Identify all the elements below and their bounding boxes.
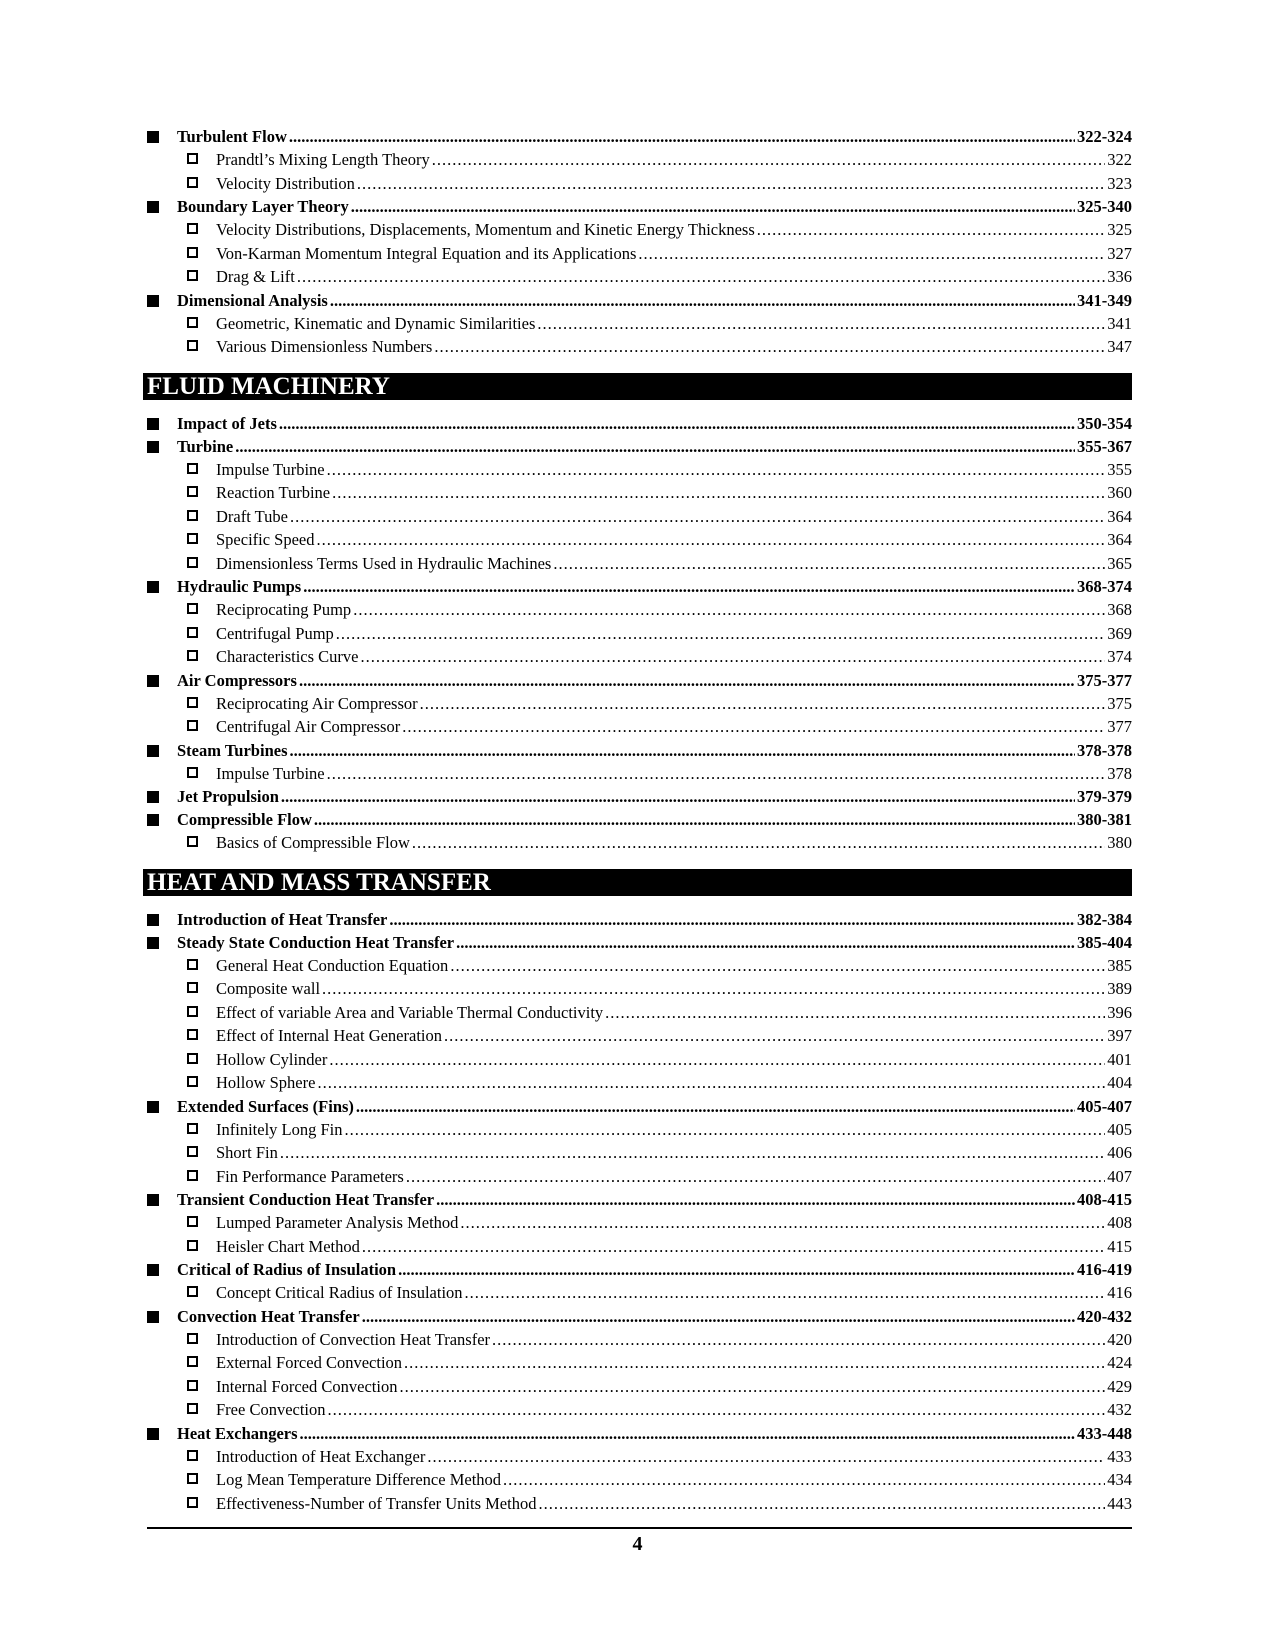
dot-leader bbox=[314, 808, 1075, 832]
entry-page: 325 bbox=[1107, 220, 1132, 239]
toc-topic-entry[interactable] bbox=[147, 762, 1132, 786]
toc-topic-entry[interactable] bbox=[147, 1235, 1132, 1259]
entry-title: Fin Performance Parameters bbox=[216, 1166, 404, 1186]
toc-chapter-entry[interactable] bbox=[147, 575, 1132, 598]
toc-chapter-entry[interactable] bbox=[147, 908, 1132, 931]
filled-square-bullet-icon bbox=[147, 675, 159, 687]
entry-page: 365 bbox=[1107, 553, 1132, 573]
entry-title: Effectiveness-Number of Transfer Units Method bbox=[216, 1493, 537, 1513]
toc-chapter-entry[interactable] bbox=[147, 669, 1132, 692]
dot-leader bbox=[329, 1048, 1105, 1072]
entry-page: 368-374 bbox=[1077, 577, 1132, 596]
toc-chapter-entry[interactable] bbox=[147, 931, 1132, 954]
dot-leader bbox=[406, 1165, 1105, 1189]
dot-leader bbox=[235, 435, 1075, 459]
entry-page: 408-415 bbox=[1077, 1190, 1132, 1209]
hollow-square-bullet-icon bbox=[187, 1497, 198, 1508]
dot-leader bbox=[404, 1351, 1105, 1375]
dot-leader bbox=[434, 335, 1105, 359]
toc-topic-entry[interactable] bbox=[147, 715, 1132, 739]
entry-page: 382-384 bbox=[1077, 909, 1132, 929]
hollow-square-bullet-icon bbox=[187, 463, 198, 474]
filled-square-bullet-icon bbox=[147, 745, 159, 757]
hollow-square-bullet-icon bbox=[187, 1053, 198, 1064]
entry-page: 327 bbox=[1107, 243, 1132, 263]
dot-leader bbox=[553, 552, 1105, 576]
filled-square-bullet-icon bbox=[147, 814, 159, 826]
entry-page: 433-448 bbox=[1077, 1423, 1132, 1443]
entry-page: 350-354 bbox=[1077, 413, 1132, 433]
entry-page: 347 bbox=[1107, 337, 1132, 356]
entry-title: Extended Surfaces (Fins) bbox=[177, 1096, 354, 1116]
toc-chapter-entry[interactable] bbox=[147, 412, 1132, 435]
hollow-square-bullet-icon bbox=[187, 1170, 198, 1181]
entry-title: Characteristics Curve bbox=[216, 647, 359, 666]
entry-page: 434 bbox=[1107, 1470, 1132, 1489]
entry-page: 420-432 bbox=[1077, 1306, 1132, 1326]
section-header: FLUID MACHINERY bbox=[143, 373, 1132, 400]
entry-page: 404 bbox=[1107, 1073, 1132, 1092]
entry-title: Impulse Turbine bbox=[216, 459, 325, 479]
hollow-square-bullet-icon bbox=[187, 533, 198, 544]
toc-topic-entry[interactable] bbox=[147, 1281, 1132, 1305]
toc-chapter-entry[interactable] bbox=[147, 1258, 1132, 1281]
entry-page: 385 bbox=[1107, 955, 1132, 975]
hollow-square-bullet-icon bbox=[187, 959, 198, 970]
dot-leader bbox=[303, 575, 1075, 599]
toc-chapter-entry[interactable] bbox=[147, 125, 1132, 148]
toc-topic-entry[interactable] bbox=[147, 1071, 1132, 1095]
entry-title: Composite wall bbox=[216, 979, 321, 998]
entry-page: 322-324 bbox=[1077, 127, 1132, 146]
dot-leader bbox=[280, 1141, 1105, 1165]
entry-page: 375 bbox=[1107, 693, 1132, 713]
dot-leader bbox=[300, 1422, 1075, 1446]
hollow-square-bullet-icon bbox=[187, 697, 198, 708]
dot-leader bbox=[290, 505, 1105, 529]
hollow-square-bullet-icon bbox=[187, 982, 198, 993]
entry-title: Various Dimensionless Numbers bbox=[216, 337, 433, 356]
entry-page: 420 bbox=[1107, 1329, 1132, 1349]
toc-chapter-entry[interactable] bbox=[147, 289, 1132, 312]
entry-page: 322 bbox=[1107, 150, 1132, 169]
toc-topic-entry[interactable] bbox=[147, 335, 1132, 359]
table-of-contents bbox=[147, 125, 1132, 1515]
entry-title: Reciprocating Air Compressor bbox=[216, 693, 418, 713]
entry-page: 325-340 bbox=[1077, 197, 1132, 216]
dot-leader bbox=[427, 1445, 1105, 1469]
filled-square-bullet-icon bbox=[147, 441, 159, 453]
entry-title: Compressible Flow bbox=[177, 810, 312, 829]
hollow-square-bullet-icon bbox=[187, 270, 198, 281]
entry-title: Dimensionless Terms Used in Hydraulic Machines bbox=[216, 553, 552, 573]
toc-chapter-entry[interactable] bbox=[147, 785, 1132, 808]
entry-title: Infinitely Long Fin bbox=[216, 1119, 343, 1139]
dot-leader bbox=[322, 977, 1105, 1001]
toc-topic-entry[interactable] bbox=[147, 622, 1132, 646]
entry-page: 401 bbox=[1107, 1049, 1132, 1069]
entry-page: 416-419 bbox=[1077, 1260, 1132, 1279]
entry-page: 341 bbox=[1107, 313, 1132, 333]
hollow-square-bullet-icon bbox=[187, 1333, 198, 1344]
toc-topic-entry[interactable] bbox=[147, 552, 1132, 576]
entry-title: Heat Exchangers bbox=[177, 1423, 298, 1443]
dot-leader bbox=[279, 412, 1075, 436]
hollow-square-bullet-icon bbox=[187, 486, 198, 497]
entry-title: Air Compressors bbox=[177, 670, 297, 690]
dot-leader bbox=[432, 148, 1106, 172]
entry-page: 389 bbox=[1107, 979, 1132, 998]
entry-page: 406 bbox=[1107, 1143, 1132, 1162]
toc-topic-entry[interactable] bbox=[147, 1351, 1132, 1375]
dot-leader bbox=[332, 481, 1105, 505]
toc-topic-entry[interactable] bbox=[147, 1165, 1132, 1189]
dot-leader bbox=[538, 1492, 1105, 1516]
entry-page: 416 bbox=[1107, 1283, 1132, 1302]
toc-chapter-entry[interactable] bbox=[147, 195, 1132, 218]
entry-page: 380-381 bbox=[1077, 810, 1132, 829]
entry-title: Geometric, Kinematic and Dynamic Similarities bbox=[216, 313, 536, 333]
toc-topic-entry[interactable] bbox=[147, 1375, 1132, 1399]
entry-page: 407 bbox=[1107, 1166, 1132, 1186]
toc-topic-entry[interactable] bbox=[147, 1024, 1132, 1048]
hollow-square-bullet-icon bbox=[187, 1473, 198, 1484]
section-header: HEAT AND MASS TRANSFER bbox=[143, 869, 1132, 896]
toc-topic-entry[interactable] bbox=[147, 312, 1132, 336]
entry-title: Effect of variable Area and Variable Thermal Conductivity bbox=[216, 1002, 604, 1022]
page-number: 4 bbox=[632, 1533, 643, 1555]
entry-page: 396 bbox=[1107, 1002, 1132, 1022]
hollow-square-bullet-icon bbox=[187, 247, 198, 258]
entry-title: Dimensional Analysis bbox=[177, 290, 328, 310]
entry-page: 378 bbox=[1107, 763, 1132, 783]
dot-leader bbox=[362, 1305, 1075, 1329]
entry-title: General Heat Conduction Equation bbox=[216, 955, 449, 975]
entry-page: 378-378 bbox=[1077, 740, 1132, 760]
hollow-square-bullet-icon bbox=[187, 1146, 198, 1157]
entry-title: Impulse Turbine bbox=[216, 763, 325, 783]
entry-page: 433 bbox=[1107, 1446, 1132, 1466]
entry-title: Lumped Parameter Analysis Method bbox=[216, 1213, 459, 1232]
dot-leader bbox=[436, 1188, 1075, 1212]
dot-leader bbox=[356, 1095, 1075, 1119]
entry-page: 374 bbox=[1107, 647, 1132, 666]
dot-leader bbox=[357, 172, 1105, 196]
dot-leader bbox=[399, 1375, 1105, 1399]
hollow-square-bullet-icon bbox=[187, 557, 198, 568]
entry-title: Internal Forced Convection bbox=[216, 1376, 398, 1396]
entry-title: Centrifugal Pump bbox=[216, 623, 334, 643]
dot-leader bbox=[281, 785, 1075, 809]
dot-leader bbox=[412, 831, 1105, 855]
entry-title: Introduction of Convection Heat Transfer bbox=[216, 1329, 491, 1349]
dot-leader bbox=[503, 1468, 1105, 1492]
toc-chapter-entry[interactable] bbox=[147, 808, 1132, 831]
filled-square-bullet-icon bbox=[147, 791, 159, 803]
entry-page: 385-404 bbox=[1077, 932, 1132, 952]
entry-title: Prandtl’s Mixing Length Theory bbox=[216, 150, 430, 169]
entry-page: 355 bbox=[1107, 459, 1132, 479]
entry-page: 368 bbox=[1107, 600, 1132, 619]
hollow-square-bullet-icon bbox=[187, 510, 198, 521]
hollow-square-bullet-icon bbox=[187, 1076, 198, 1087]
dot-leader bbox=[537, 312, 1105, 336]
entry-page: 377 bbox=[1107, 717, 1132, 736]
entry-title: Boundary Layer Theory bbox=[177, 197, 349, 216]
entry-page: 380 bbox=[1107, 833, 1132, 852]
toc-chapter-entry[interactable] bbox=[147, 1095, 1132, 1118]
hollow-square-bullet-icon bbox=[187, 627, 198, 638]
dot-leader bbox=[299, 669, 1075, 693]
entry-title: Velocity Distributions, Displacements, Momentum and Kinetic Energy Thickness bbox=[216, 220, 755, 239]
entry-title: Draft Tube bbox=[216, 506, 288, 526]
toc-topic-entry[interactable] bbox=[147, 172, 1132, 196]
entry-title: Convection Heat Transfer bbox=[177, 1306, 360, 1326]
toc-topic-entry[interactable] bbox=[147, 1445, 1132, 1469]
dot-leader bbox=[450, 954, 1105, 978]
hollow-square-bullet-icon bbox=[187, 1403, 198, 1414]
dot-leader bbox=[289, 125, 1075, 149]
dot-leader bbox=[361, 645, 1106, 669]
entry-title: Hollow Cylinder bbox=[216, 1049, 328, 1069]
entry-page: 405 bbox=[1107, 1119, 1132, 1139]
toc-topic-entry[interactable] bbox=[147, 1048, 1132, 1072]
entry-page: 424 bbox=[1107, 1353, 1132, 1372]
toc-topic-entry[interactable] bbox=[147, 831, 1132, 855]
entry-title: Velocity Distribution bbox=[216, 173, 355, 193]
entry-page: 369 bbox=[1107, 623, 1132, 643]
dot-leader bbox=[757, 218, 1105, 242]
toc-section bbox=[147, 373, 1132, 855]
entry-title: Von-Karman Momentum Integral Equation and its Applications bbox=[216, 243, 637, 263]
entry-page: 429 bbox=[1107, 1376, 1132, 1396]
toc-topic-entry[interactable] bbox=[147, 1118, 1132, 1142]
hollow-square-bullet-icon bbox=[187, 650, 198, 661]
toc-topic-entry[interactable] bbox=[147, 1468, 1132, 1492]
toc-topic-entry[interactable] bbox=[147, 148, 1132, 172]
dot-leader bbox=[330, 289, 1075, 313]
hollow-square-bullet-icon bbox=[187, 317, 198, 328]
entry-title: Turbine bbox=[177, 436, 234, 456]
entry-title: Jet Propulsion bbox=[177, 787, 279, 806]
toc-topic-entry[interactable] bbox=[147, 481, 1132, 505]
hollow-square-bullet-icon bbox=[187, 1240, 198, 1251]
filled-square-bullet-icon bbox=[147, 295, 159, 307]
entry-page: 364 bbox=[1107, 530, 1132, 549]
dot-leader bbox=[327, 762, 1106, 786]
toc-topic-entry[interactable] bbox=[147, 1211, 1132, 1235]
toc-section bbox=[147, 125, 1132, 359]
hollow-square-bullet-icon bbox=[187, 1286, 198, 1297]
dot-leader bbox=[362, 1235, 1105, 1259]
hollow-square-bullet-icon bbox=[187, 177, 198, 188]
filled-square-bullet-icon bbox=[147, 201, 159, 213]
entry-title: Basics of Compressible Flow bbox=[216, 833, 410, 852]
dot-leader bbox=[317, 1071, 1105, 1095]
dot-leader bbox=[351, 195, 1075, 219]
entry-page: 379-379 bbox=[1077, 787, 1132, 806]
filled-square-bullet-icon bbox=[147, 581, 159, 593]
filled-square-bullet-icon bbox=[147, 1264, 159, 1276]
toc-topic-entry[interactable] bbox=[147, 598, 1132, 622]
toc-chapter-entry[interactable] bbox=[147, 1422, 1132, 1445]
hollow-square-bullet-icon bbox=[187, 720, 198, 731]
entry-title: Critical of Radius of Insulation bbox=[177, 1260, 397, 1279]
toc-topic-entry[interactable] bbox=[147, 1492, 1132, 1516]
toc-chapter-entry[interactable] bbox=[147, 739, 1132, 762]
dot-leader bbox=[290, 739, 1076, 763]
hollow-square-bullet-icon bbox=[187, 1356, 198, 1367]
hollow-square-bullet-icon bbox=[187, 767, 198, 778]
entry-title: Reciprocating Pump bbox=[216, 600, 352, 619]
toc-topic-entry[interactable] bbox=[147, 265, 1132, 289]
toc-topic-entry[interactable] bbox=[147, 458, 1132, 482]
entry-title: Impact of Jets bbox=[177, 413, 277, 433]
dot-leader bbox=[402, 715, 1105, 739]
filled-square-bullet-icon bbox=[147, 937, 159, 949]
footer-divider bbox=[147, 1527, 1132, 1529]
filled-square-bullet-icon bbox=[147, 1311, 159, 1323]
dot-leader bbox=[297, 265, 1105, 289]
entry-title: Transient Conduction Heat Transfer bbox=[177, 1190, 435, 1209]
entry-page: 355-367 bbox=[1077, 436, 1132, 456]
entry-title: Steam Turbines bbox=[177, 740, 288, 760]
entry-title: Turbulent Flow bbox=[177, 127, 287, 146]
entry-title: Steady State Conduction Heat Transfer bbox=[177, 932, 455, 952]
toc-chapter-entry[interactable] bbox=[147, 1305, 1132, 1328]
toc-topic-entry[interactable] bbox=[147, 645, 1132, 669]
toc-topic-entry[interactable] bbox=[147, 528, 1132, 552]
toc-topic-entry[interactable] bbox=[147, 954, 1132, 978]
toc-chapter-entry[interactable] bbox=[147, 1188, 1132, 1211]
dot-leader bbox=[638, 242, 1105, 266]
dot-leader bbox=[492, 1328, 1105, 1352]
filled-square-bullet-icon bbox=[147, 914, 159, 926]
dot-leader bbox=[336, 622, 1105, 646]
toc-topic-entry[interactable] bbox=[147, 242, 1132, 266]
entry-page: 405-407 bbox=[1077, 1096, 1132, 1116]
entry-page: 364 bbox=[1107, 506, 1132, 526]
entry-title: Reaction Turbine bbox=[216, 483, 331, 502]
entry-page: 336 bbox=[1107, 267, 1132, 286]
dot-leader bbox=[327, 458, 1106, 482]
hollow-square-bullet-icon bbox=[187, 223, 198, 234]
toc-topic-entry[interactable] bbox=[147, 1398, 1132, 1422]
entry-page: 415 bbox=[1107, 1236, 1132, 1256]
entry-title: Specific Speed bbox=[216, 530, 315, 549]
dot-leader bbox=[444, 1024, 1105, 1048]
hollow-square-bullet-icon bbox=[187, 1029, 198, 1040]
toc-topic-entry[interactable] bbox=[147, 505, 1132, 529]
hollow-square-bullet-icon bbox=[187, 603, 198, 614]
toc-topic-entry[interactable] bbox=[147, 218, 1132, 242]
hollow-square-bullet-icon bbox=[187, 1123, 198, 1134]
entry-page: 408 bbox=[1107, 1213, 1132, 1232]
hollow-square-bullet-icon bbox=[187, 1006, 198, 1017]
toc-topic-entry[interactable] bbox=[147, 692, 1132, 716]
toc-chapter-entry[interactable] bbox=[147, 435, 1132, 458]
hollow-square-bullet-icon bbox=[187, 340, 198, 351]
entry-title: External Forced Convection bbox=[216, 1353, 403, 1372]
entry-title: Effect of Internal Heat Generation bbox=[216, 1026, 442, 1045]
toc-topic-entry[interactable] bbox=[147, 1141, 1132, 1165]
entry-title: Drag & Lift bbox=[216, 267, 295, 286]
entry-title: Hollow Sphere bbox=[216, 1073, 316, 1092]
entry-title: Heisler Chart Method bbox=[216, 1236, 360, 1256]
entry-title: Introduction of Heat Transfer bbox=[177, 909, 388, 929]
entry-title: Log Mean Temperature Difference Method bbox=[216, 1470, 502, 1489]
filled-square-bullet-icon bbox=[147, 1194, 159, 1206]
entry-page: 323 bbox=[1107, 173, 1132, 193]
hollow-square-bullet-icon bbox=[187, 153, 198, 164]
toc-section bbox=[147, 869, 1132, 1516]
hollow-square-bullet-icon bbox=[187, 1380, 198, 1391]
entry-page: 397 bbox=[1107, 1026, 1132, 1045]
entry-title: Centrifugal Air Compressor bbox=[216, 717, 401, 736]
filled-square-bullet-icon bbox=[147, 1101, 159, 1113]
entry-page: 360 bbox=[1107, 483, 1132, 502]
entry-title: Introduction of Heat Exchanger bbox=[216, 1446, 426, 1466]
dot-leader bbox=[389, 908, 1075, 932]
hollow-square-bullet-icon bbox=[187, 1450, 198, 1461]
toc-topic-entry[interactable] bbox=[147, 977, 1132, 1001]
entry-page: 443 bbox=[1107, 1493, 1132, 1513]
filled-square-bullet-icon bbox=[147, 1428, 159, 1440]
hollow-square-bullet-icon bbox=[187, 1216, 198, 1227]
dot-leader bbox=[460, 1211, 1105, 1235]
dot-leader bbox=[345, 1118, 1106, 1142]
toc-topic-entry[interactable] bbox=[147, 1001, 1132, 1025]
entry-title: Hydraulic Pumps bbox=[177, 577, 302, 596]
dot-leader bbox=[420, 692, 1106, 716]
entry-page: 375-377 bbox=[1077, 670, 1132, 690]
dot-leader bbox=[353, 598, 1105, 622]
dot-leader bbox=[465, 1281, 1106, 1305]
entry-title: Short Fin bbox=[216, 1143, 278, 1162]
entry-title: Free Convection bbox=[216, 1400, 326, 1419]
hollow-square-bullet-icon bbox=[187, 836, 198, 847]
dot-leader bbox=[398, 1258, 1075, 1282]
dot-leader bbox=[456, 931, 1075, 955]
filled-square-bullet-icon bbox=[147, 418, 159, 430]
dot-leader bbox=[328, 1398, 1106, 1422]
entry-page: 341-349 bbox=[1077, 290, 1132, 310]
toc-topic-entry[interactable] bbox=[147, 1328, 1132, 1352]
entry-title: Concept Critical Radius of Insulation bbox=[216, 1283, 463, 1302]
dot-leader bbox=[317, 528, 1106, 552]
filled-square-bullet-icon bbox=[147, 131, 159, 143]
entry-page: 432 bbox=[1107, 1400, 1132, 1419]
dot-leader bbox=[605, 1001, 1105, 1025]
